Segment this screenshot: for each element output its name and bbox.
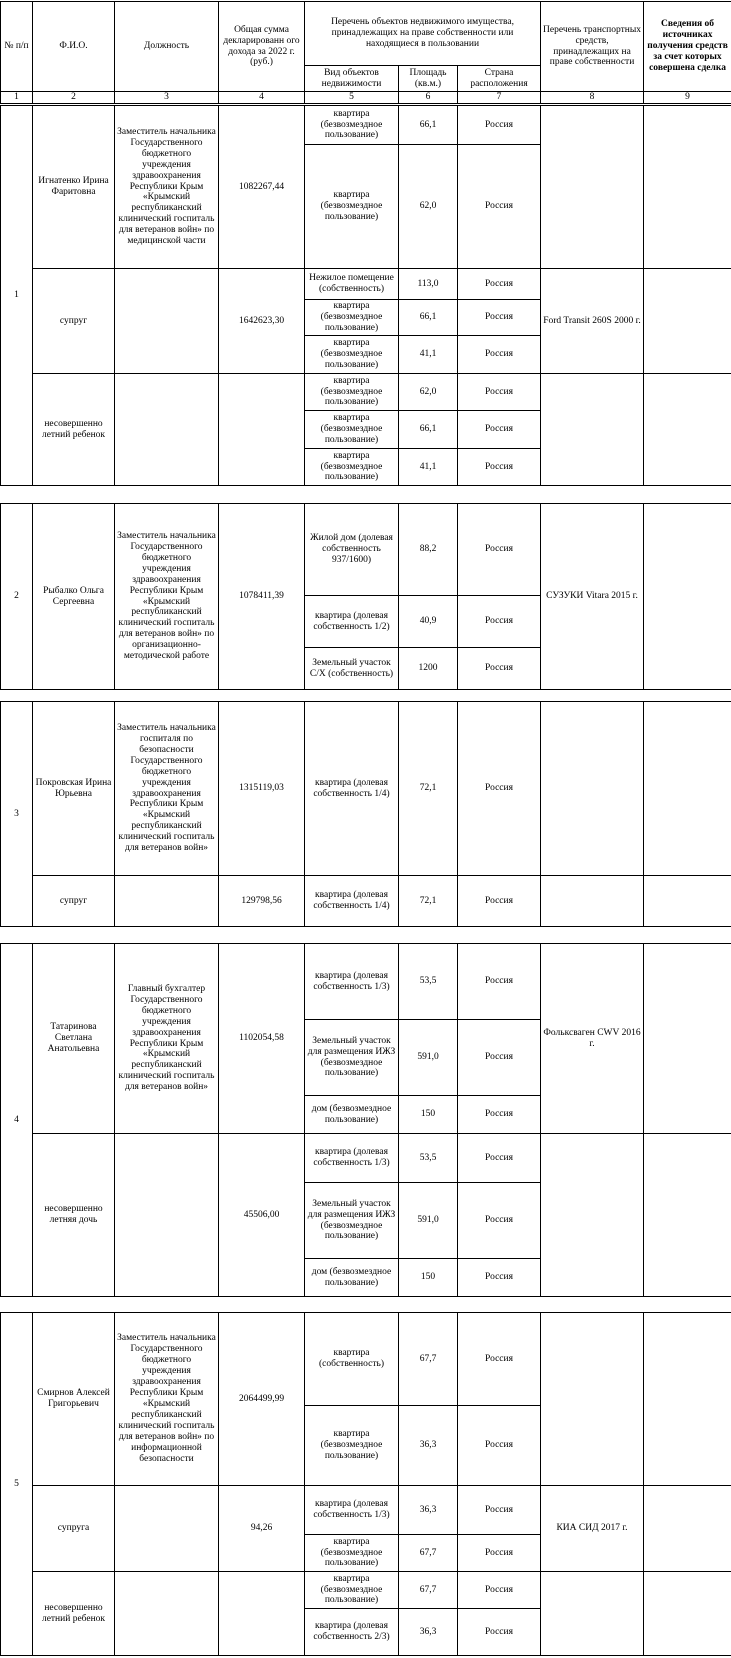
property-area: 62,0 [399, 145, 458, 269]
person-position: Заместитель начальника госпиталя по безопасности Государственного бюджетного учреждения здравоохранения Республики Крым «Крымский республиканский клинический госпиталь для ветеранов войн» [115, 702, 219, 876]
property-kind: квартира (безвозмездное пользование) [305, 411, 399, 449]
row-number: 2 [1, 504, 33, 690]
header-position: Должность [115, 2, 219, 92]
property-country: Россия [458, 1020, 541, 1096]
header-sources: Сведения об источниках получения средств за счет которых совершена сделка [644, 2, 731, 92]
person-income: 2064499,99 [219, 1313, 305, 1486]
property-country: Россия [458, 648, 541, 690]
property-area: 72,1 [399, 876, 458, 927]
property-area: 66,1 [399, 300, 458, 336]
table-row [1, 1572, 731, 1609]
property-country: Россия [458, 449, 541, 486]
row-number: 3 [1, 702, 33, 927]
header-country: Страна расположения [458, 66, 541, 92]
table-row [1, 1134, 731, 1183]
person-income [219, 374, 305, 486]
table-row [1, 504, 731, 596]
col-number: 3 [115, 92, 219, 104]
header-kind: Вид объектов недвижимости [305, 66, 399, 92]
property-country: Россия [458, 504, 541, 596]
person-income: 45506,00 [219, 1134, 305, 1297]
property-kind: Земельный участок для размещения ИЖЗ (безвозмездное пользование) [305, 1020, 399, 1096]
property-area: 67,7 [399, 1313, 458, 1406]
property-kind: квартира (безвозмездное пользование) [305, 1535, 399, 1572]
property-area: 41,1 [399, 336, 458, 374]
property-kind: квартира (долевая собственность 1/3) [305, 1486, 399, 1535]
property-country: Россия [458, 1313, 541, 1406]
property-kind: квартира (долевая собственность 1/2) [305, 596, 399, 648]
property-country: Россия [458, 1406, 541, 1486]
table-row [1, 1486, 731, 1535]
person-income: 94,26 [219, 1486, 305, 1572]
person-vehicle: СУЗУКИ Vitara 2015 г. [541, 504, 644, 690]
person-vehicle [541, 374, 644, 486]
person-income: 129798,56 [219, 876, 305, 927]
property-area: 36,3 [399, 1609, 458, 1656]
table-row [1, 269, 731, 300]
person-position: Заместитель начальника Государственного бюджетного учреждения здравоохранения Республики Крым «Крымский республиканский клинический госпиталь для ветеранов войн» по медицинской части [115, 106, 219, 269]
property-country: Россия [458, 944, 541, 1020]
property-area: 53,5 [399, 944, 458, 1020]
person-vehicle: Ford Transit 260S 2000 г. [541, 269, 644, 374]
property-area: 113,0 [399, 269, 458, 300]
property-area: 591,0 [399, 1020, 458, 1096]
funding-source [644, 1134, 731, 1297]
declaration-block [0, 1312, 731, 1656]
header-table [0, 1, 731, 104]
person-vehicle [541, 1134, 644, 1297]
person-position [115, 1134, 219, 1297]
property-area: 72,1 [399, 702, 458, 876]
table-row [1, 944, 731, 1020]
person-name: несовершенно летняя дочь [33, 1134, 115, 1297]
funding-source [644, 702, 731, 876]
person-income: 1642623,30 [219, 269, 305, 374]
property-kind: квартира (долевая собственность 1/3) [305, 944, 399, 1020]
col-number: 4 [219, 92, 305, 104]
person-position [115, 374, 219, 486]
property-area: 53,5 [399, 1134, 458, 1183]
property-country: Россия [458, 411, 541, 449]
property-kind: квартира (безвозмездное пользование) [305, 1406, 399, 1486]
header-fio: Ф.И.О. [33, 2, 115, 92]
property-country: Россия [458, 1486, 541, 1535]
funding-source [644, 374, 731, 486]
property-area: 66,1 [399, 411, 458, 449]
person-income: 1315119,03 [219, 702, 305, 876]
property-country: Россия [458, 374, 541, 411]
person-income: 1078411,39 [219, 504, 305, 690]
property-country: Россия [458, 106, 541, 145]
person-name: несовершенно летний ребенок [33, 1572, 115, 1656]
funding-source [644, 944, 731, 1134]
property-kind: квартира (безвозмездное пользование) [305, 374, 399, 411]
property-country: Россия [458, 702, 541, 876]
property-country: Россия [458, 1259, 541, 1297]
property-country: Россия [458, 1572, 541, 1609]
property-area: 67,7 [399, 1572, 458, 1609]
table-row [1, 374, 731, 411]
row-number: 4 [1, 944, 33, 1297]
property-country: Россия [458, 1183, 541, 1259]
property-area: 41,1 [399, 449, 458, 486]
person-vehicle: КИА СИД 2017 г. [541, 1486, 644, 1572]
funding-source [644, 1572, 731, 1656]
funding-source [644, 106, 731, 269]
row-number: 5 [1, 1313, 33, 1656]
property-kind: квартира (безвозмездное пользование) [305, 449, 399, 486]
person-vehicle [541, 106, 644, 269]
property-kind: квартира (долевая собственность 1/4) [305, 702, 399, 876]
person-name: Татаринова Светлана Анатольевна [33, 944, 115, 1134]
person-position: Заместитель начальника Государственного бюджетного учреждения здравоохранения Республики Крым «Крымский республиканский клинический госпиталь для ветеранов войн» по организационно-методической работе [115, 504, 219, 690]
property-kind: квартира (безвозмездное пользование) [305, 145, 399, 269]
property-country: Россия [458, 1535, 541, 1572]
col-number: 2 [33, 92, 115, 104]
col-number: 9 [644, 92, 731, 104]
property-country: Россия [458, 269, 541, 300]
person-vehicle [541, 702, 644, 876]
funding-source [644, 504, 731, 690]
declaration-block [0, 701, 731, 927]
person-income: 1082267,44 [219, 106, 305, 269]
person-name: Смирнов Алексей Григорьевич [33, 1313, 115, 1486]
header-vehicles: Перечень транспортных средств, принадлежащих на праве собственности [541, 2, 644, 92]
person-position: Заместитель начальника Государственного бюджетного учреждения здравоохранения Республики Крым «Крымский республиканский клинический госпиталь для ветеранов войн» по информационной безопасности [115, 1313, 219, 1486]
property-country: Россия [458, 1096, 541, 1134]
funding-source [644, 876, 731, 927]
property-kind: Земельный участок для размещения ИЖЗ (безвозмездное пользование) [305, 1183, 399, 1259]
header-area: Площадь (кв.м.) [399, 66, 458, 92]
col-number: 8 [541, 92, 644, 104]
col-number: 7 [458, 92, 541, 104]
funding-source [644, 1486, 731, 1572]
header-realty: Перечень объектов недвижимого имущества, принадлежащих на праве собственности или находящиеся в пользовании [305, 2, 541, 66]
property-country: Россия [458, 1609, 541, 1656]
person-position [115, 1486, 219, 1572]
property-area: 40,9 [399, 596, 458, 648]
header-income: Общая сумма декларированн ого дохода за 2022 г. (руб.) [219, 2, 305, 92]
person-name: Игнатенко Ирина Фаритовна [33, 106, 115, 269]
property-area: 62,0 [399, 374, 458, 411]
property-area: 66,1 [399, 106, 458, 145]
person-vehicle: Фольксваген CWV 2016 г. [541, 944, 644, 1134]
property-kind: Земельный участок С/Х (собственность) [305, 648, 399, 690]
property-area: 1200 [399, 648, 458, 690]
col-number: 6 [399, 92, 458, 104]
col-number: 5 [305, 92, 399, 104]
declaration-block [0, 943, 731, 1297]
person-position: Главный бухгалтер Государственного бюджетного учреждения здравоохранения Республики Крым «Крымский республиканский клинический госпиталь для ветеранов войн» [115, 944, 219, 1134]
person-position [115, 1572, 219, 1656]
declaration-block [0, 503, 731, 690]
property-area: 36,3 [399, 1406, 458, 1486]
property-kind: дом (безвозмездное пользование) [305, 1259, 399, 1297]
funding-source [644, 1313, 731, 1486]
person-income: 1102054,58 [219, 944, 305, 1134]
property-kind: Нежилое помещение (собственность) [305, 269, 399, 300]
property-area: 591,0 [399, 1183, 458, 1259]
person-name: супруга [33, 1486, 115, 1572]
property-kind: квартира (долевая собственность 1/4) [305, 876, 399, 927]
header-num: № п/п [1, 2, 33, 92]
declaration-block [0, 105, 731, 486]
property-kind: квартира (безвозмездное пользование) [305, 1572, 399, 1609]
person-vehicle [541, 876, 644, 927]
property-area: 150 [399, 1259, 458, 1297]
table-row [1, 702, 731, 876]
property-country: Россия [458, 336, 541, 374]
person-name: Покровская Ирина Юрьевна [33, 702, 115, 876]
property-kind: квартира (безвозмездное пользование) [305, 106, 399, 145]
property-kind: Жилой дом (долевая собственность 937/1600) [305, 504, 399, 596]
table-row [1, 876, 731, 927]
person-position [115, 269, 219, 374]
table-row [1, 1313, 731, 1406]
property-kind: квартира (собственность) [305, 1313, 399, 1406]
person-position [115, 876, 219, 927]
person-vehicle [541, 1313, 644, 1486]
person-vehicle [541, 1572, 644, 1656]
person-name: Рыбалко Ольга Сергеевна [33, 504, 115, 690]
property-country: Россия [458, 596, 541, 648]
property-kind: дом (безвозмездное пользование) [305, 1096, 399, 1134]
property-kind: квартира (безвозмездное пользование) [305, 336, 399, 374]
person-income [219, 1572, 305, 1656]
property-kind: квартира (долевая собственность 1/3) [305, 1134, 399, 1183]
person-name: супруг [33, 876, 115, 927]
property-country: Россия [458, 300, 541, 336]
row-number: 1 [1, 106, 33, 486]
property-area: 150 [399, 1096, 458, 1134]
property-area: 67,7 [399, 1535, 458, 1572]
property-area: 36,3 [399, 1486, 458, 1535]
property-area: 88,2 [399, 504, 458, 596]
person-name: несовершенно летний ребенок [33, 374, 115, 486]
property-kind: квартира (долевая собственность 2/3) [305, 1609, 399, 1656]
funding-source [644, 269, 731, 374]
table-row [1, 106, 731, 145]
property-country: Россия [458, 1134, 541, 1183]
property-kind: квартира (безвозмездное пользование) [305, 300, 399, 336]
person-name: супруг [33, 269, 115, 374]
property-country: Россия [458, 876, 541, 927]
col-number: 1 [1, 92, 33, 104]
property-country: Россия [458, 145, 541, 269]
